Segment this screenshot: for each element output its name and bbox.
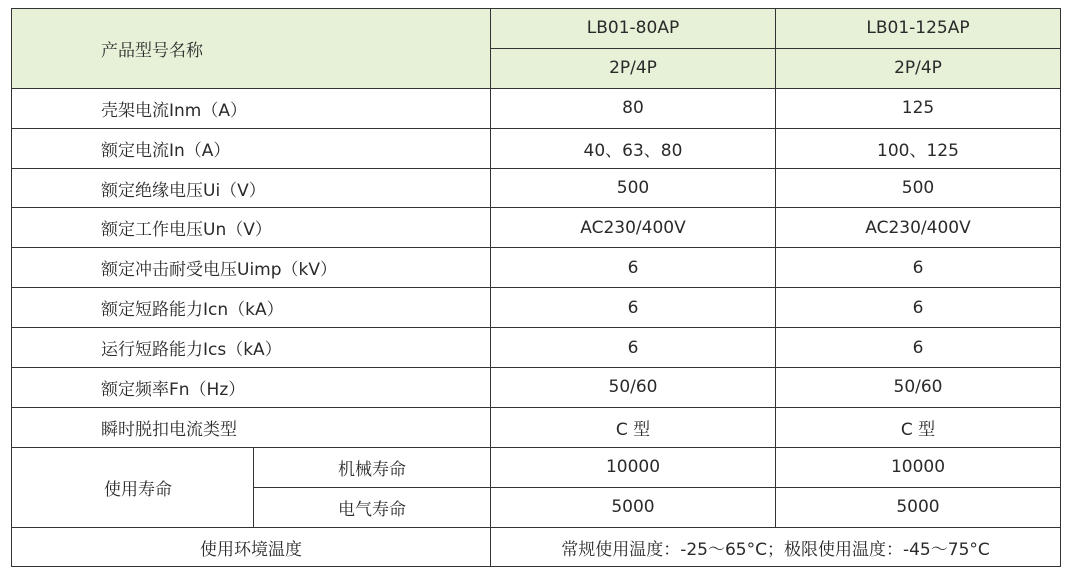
cell-125ap: 500	[776, 168, 1061, 208]
spec-table	[11, 8, 1061, 567]
row-label: 额定频率Fn（Hz）	[12, 368, 491, 408]
cell-80ap: C 型	[491, 407, 776, 447]
cell-125ap: 125	[776, 88, 1061, 128]
electrical-life-label: 电气寿命	[254, 487, 491, 527]
row-label: 壳架电流Inm（A）	[12, 88, 491, 128]
row-label: 额定冲击耐受电压Uimp（kV）	[12, 248, 491, 288]
cell-80ap: 6	[491, 328, 776, 368]
table-row	[12, 208, 1061, 248]
table-row	[12, 328, 1061, 368]
cell-80ap: 10000	[491, 447, 776, 487]
model-80ap: LB01-80AP	[491, 9, 776, 49]
table-row	[12, 407, 1061, 447]
cell-80ap: 5000	[491, 487, 776, 527]
cell-125ap: 6	[776, 288, 1061, 328]
header-row-models	[12, 9, 1061, 49]
row-label: 瞬时脱扣电流类型	[12, 407, 491, 447]
cell-125ap: 50/60	[776, 368, 1061, 408]
table-row	[12, 128, 1061, 168]
cell-125ap: 6	[776, 248, 1061, 288]
cell-80ap: 80	[491, 88, 776, 128]
table-row	[12, 248, 1061, 288]
cell-125ap: C 型	[776, 407, 1061, 447]
row-label: 运行短路能力Ics（kA）	[12, 328, 491, 368]
table-row	[12, 168, 1061, 208]
cell-80ap: 500	[491, 168, 776, 208]
poles-125ap: 2P/4P	[776, 48, 1061, 88]
environment-value: 常规使用温度：-25～65°C；极限使用温度：-45～75°C	[491, 527, 1061, 567]
model-name-label: 产品型号名称	[12, 9, 491, 89]
table-row	[12, 288, 1061, 328]
cell-125ap: 100、125	[776, 128, 1061, 168]
cell-125ap: 6	[776, 328, 1061, 368]
model-125ap: LB01-125AP	[776, 9, 1061, 49]
row-label: 额定短路能力Icn（kA）	[12, 288, 491, 328]
poles-80ap: 2P/4P	[491, 48, 776, 88]
environment-row	[12, 527, 1061, 567]
spec-sheet	[11, 8, 1060, 571]
life-row-mechanical	[12, 447, 1061, 487]
row-label: 额定工作电压Un（V）	[12, 208, 491, 248]
cell-80ap: 6	[491, 248, 776, 288]
mechanical-life-label: 机械寿命	[254, 447, 491, 487]
table-row	[12, 88, 1061, 128]
table-row	[12, 368, 1061, 408]
cell-80ap: 40、63、80	[491, 128, 776, 168]
life-group-label: 使用寿命	[12, 447, 254, 527]
cell-125ap: 5000	[776, 487, 1061, 527]
cell-125ap: 10000	[776, 447, 1061, 487]
cell-125ap: AC230/400V	[776, 208, 1061, 248]
cell-80ap: 50/60	[491, 368, 776, 408]
cell-80ap: 6	[491, 288, 776, 328]
row-label: 额定电流In（A）	[12, 128, 491, 168]
cell-80ap: AC230/400V	[491, 208, 776, 248]
environment-label: 使用环境温度	[12, 527, 491, 567]
row-label: 额定绝缘电压Ui（V）	[12, 168, 491, 208]
